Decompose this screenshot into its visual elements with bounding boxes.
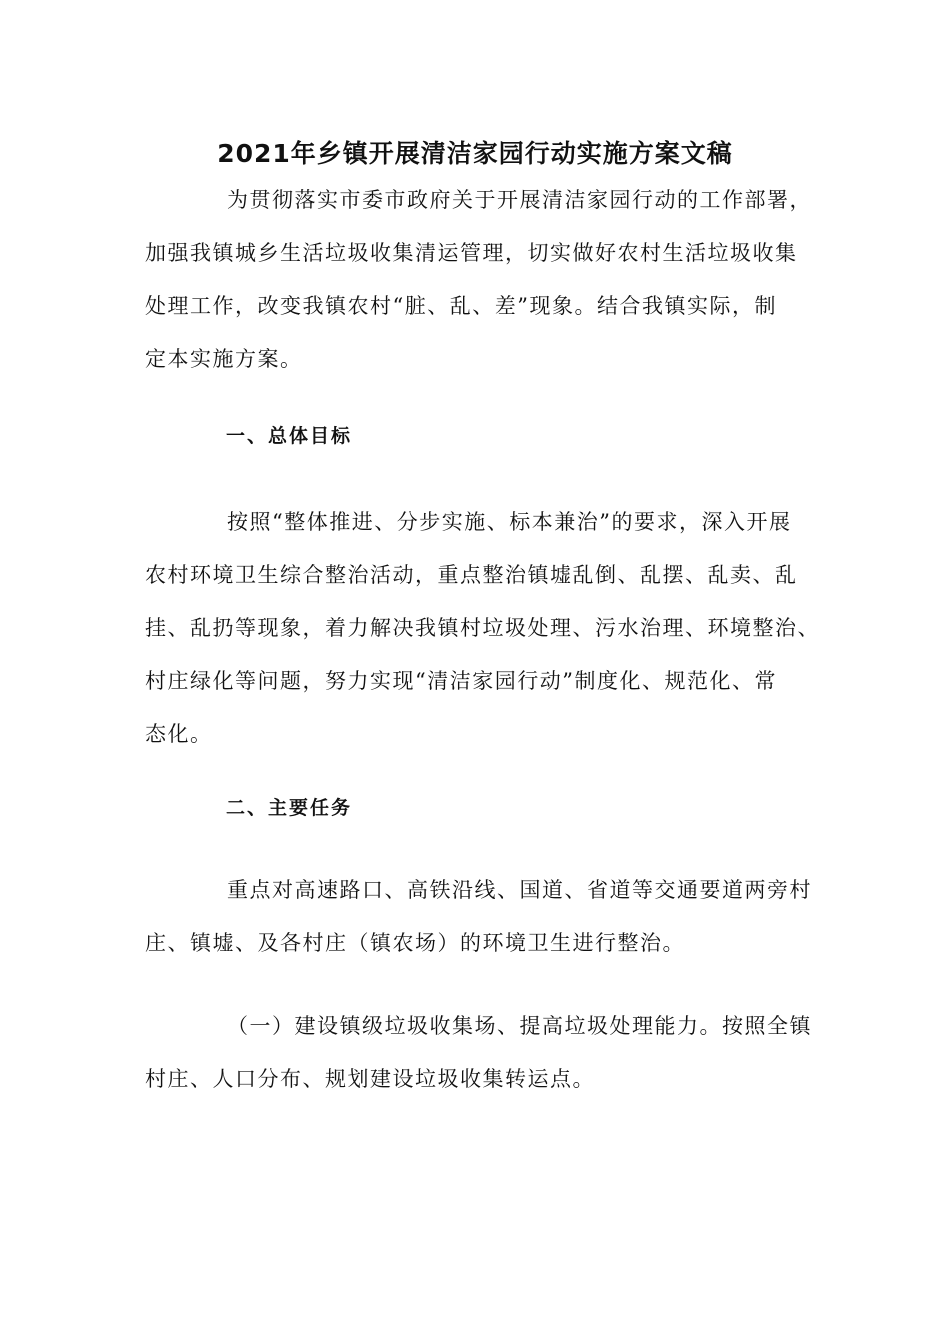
section2-paragraph-1	[145, 864, 825, 970]
section1-paragraph	[145, 496, 825, 761]
section2-heading: 二、主要任务	[226, 797, 353, 819]
section1-line: 按照“整体推进、分步实施、标本兼治”的要求，深入开展	[227, 510, 792, 534]
section1-line: 农村环境卫生综合整治活动，重点整治镇墟乱倒、乱摆、乱卖、乱	[145, 563, 798, 587]
intro-line: 处理工作，改变我镇农村“脏、乱、差”现象。结合我镇实际，制	[145, 294, 777, 318]
section2-line: （一）建设镇级垃圾收集场、提高垃圾处理能力。按照全镇	[227, 1014, 812, 1038]
section2-line: 村庄、人口分布、规划建设垃圾收集转运点。	[145, 1067, 595, 1091]
section1-heading: 一、总体目标	[226, 425, 353, 447]
section1-line: 挂、乱扔等现象，着力解决我镇村垃圾处理、污水治理、环境整治、	[145, 616, 820, 640]
section1-line: 态化。	[145, 722, 213, 746]
section2-paragraph-2	[145, 1000, 825, 1106]
section2-line: 庄、镇墟、及各村庄（镇农场）的环境卫生进行整治。	[145, 931, 685, 955]
intro-line: 为贯彻落实市委市政府关于开展清洁家园行动的工作部署，	[227, 188, 812, 212]
intro-line: 定本实施方案。	[145, 347, 303, 371]
section1-line: 村庄绿化等问题，努力实现“清洁家园行动”制度化、规范化、常	[145, 669, 777, 693]
intro-line: 加强我镇城乡生活垃圾收集清运管理，切实做好农村生活垃圾收集	[145, 241, 798, 265]
document-title: 2021年乡镇开展清洁家园行动实施方案文稿	[217, 139, 733, 168]
intro-paragraph	[145, 174, 825, 386]
section2-line: 重点对高速路口、高铁沿线、国道、省道等交通要道两旁村	[227, 878, 812, 902]
